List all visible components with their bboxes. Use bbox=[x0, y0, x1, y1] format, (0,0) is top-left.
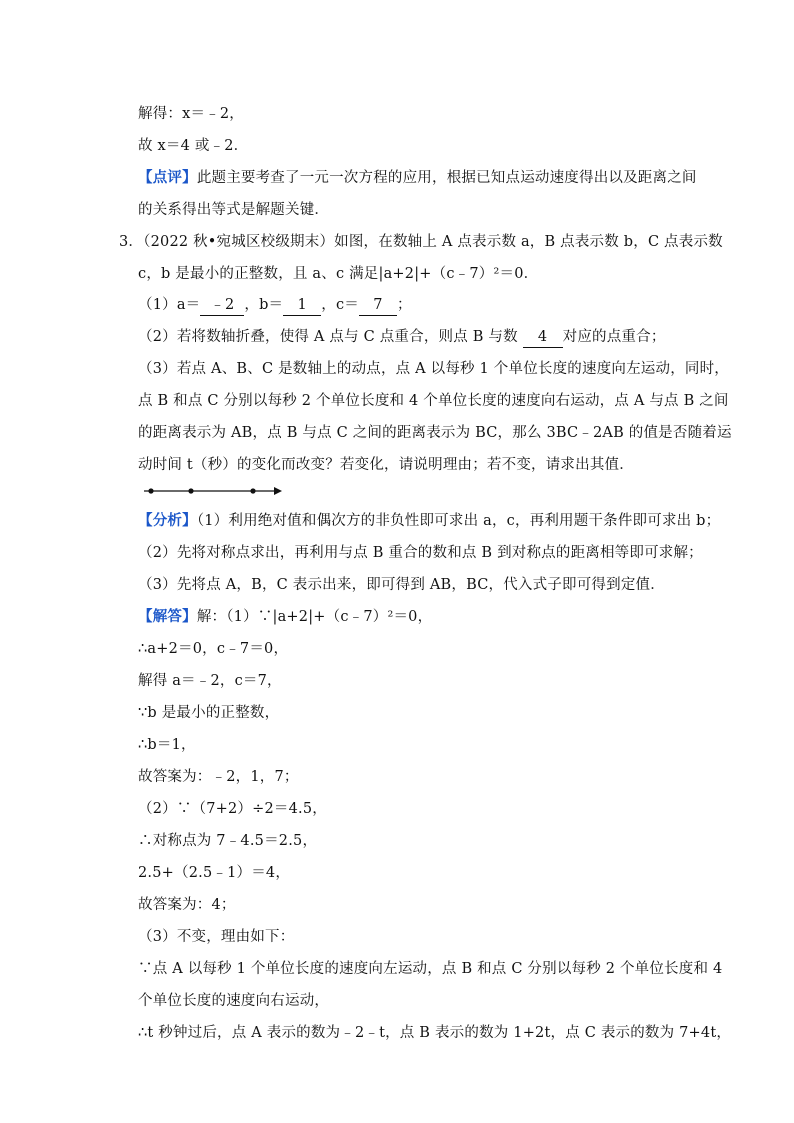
analysis-text: （1）利用绝对值和偶次方的非负性即可求出 a，c，再利用题干条件即可求出 b； bbox=[196, 513, 721, 529]
solution-text: 解：（1）∵|a+2|+（c﹣7）²＝0， bbox=[196, 609, 433, 625]
part-2-text-end: 对应的点重合； bbox=[562, 329, 666, 345]
point-c-dot bbox=[250, 488, 255, 493]
review-paragraph bbox=[138, 168, 697, 188]
solution-text: ∴t 秒钟过后，点 A 表示的数为﹣2﹣t，点 B 表示的数为 1+2t，点 C 表示的数为 7+4t， bbox=[138, 1025, 732, 1041]
answer-blank-c: 7 bbox=[359, 295, 397, 316]
solution-text: ∴对称点为 7﹣4.5＝2.5， bbox=[138, 833, 318, 849]
point-a-dot bbox=[148, 488, 153, 493]
analysis-text: （3）先将点 A，B，C 表示出来，即可得到 AB，BC，代入式子即可得到定值． bbox=[138, 577, 665, 593]
analysis-paragraph bbox=[138, 511, 720, 531]
question-text: （2022 秋•宛城区校级期末）如图，在数轴上 A 点表示数 a，B 点表示数 b，C 点表示数 bbox=[143, 234, 723, 250]
question-part-3: 点 B 和点 C 分别以每秒 2 个单位长度和 4 个单位长度的速度向右运动，点 A 与点 B 之间 bbox=[138, 393, 729, 409]
question-3-header bbox=[119, 232, 723, 252]
review-text: 此题主要考查了一元一次方程的应用，根据已知点运动速度得出以及距离之间 bbox=[196, 170, 697, 186]
answer-blank-a: ﹣2 bbox=[200, 295, 244, 316]
review-tag: 【点评】 bbox=[138, 169, 197, 186]
analysis-tag: 【分析】 bbox=[138, 512, 197, 529]
number-line-arrow bbox=[274, 487, 282, 495]
solution-text: 故答案为：4； bbox=[138, 897, 236, 913]
question-part-2 bbox=[138, 327, 666, 348]
solution-text: 2.5+（2.5﹣1）＝4， bbox=[138, 865, 291, 881]
solution-text: （2）∵（7+2）÷2＝4.5， bbox=[138, 801, 327, 817]
solution-text: ∴b＝1， bbox=[138, 737, 196, 753]
solution-text: ∴a+2＝0，c﹣7＝0， bbox=[138, 641, 289, 657]
part-1-b-label: ，b＝ bbox=[244, 297, 284, 313]
question-text: c，b 是最小的正整数，且 a、c 满足|a+2|+（c﹣7）²＝0． bbox=[138, 266, 539, 282]
solution-paragraph bbox=[138, 607, 432, 627]
solution-text: 个单位长度的速度向右运动， bbox=[138, 993, 330, 1009]
part-1-end: ； bbox=[397, 297, 412, 313]
number-line-figure bbox=[144, 480, 284, 502]
part-2-text: （2）若将数轴折叠，使得 A 点与 C 点重合，则点 B 与数 bbox=[138, 329, 518, 345]
question-part-3: （3）若点 A、B、C 是数轴上的动点，点 A 以每秒 1 个单位长度的速度向左运动，同时， bbox=[138, 361, 729, 377]
solution-text: （3）不变，理由如下： bbox=[138, 929, 295, 945]
question-part-1 bbox=[138, 295, 412, 316]
text-line: 的关系得出等式是解题关键． bbox=[138, 202, 330, 218]
point-b-dot bbox=[188, 488, 193, 493]
solution-tag: 【解答】 bbox=[138, 608, 197, 625]
answer-blank-b: 1 bbox=[283, 295, 321, 316]
solution-text: ∵点 A 以每秒 1 个单位长度的速度向左运动，点 B 和点 C 分别以每秒 2 个单位长度和 4 bbox=[138, 961, 723, 977]
solution-text: 故答案为：﹣2，1，7； bbox=[138, 769, 299, 785]
text-line: 解得：x＝﹣2， bbox=[138, 106, 245, 122]
analysis-text: （2）先将对称点求出，再利用与点 B 重合的数和点 B 到对称点的距离相等即可求解； bbox=[138, 545, 703, 561]
text-line: 故 x＝4 或﹣2． bbox=[138, 138, 249, 154]
part-1-c-label: ，c＝ bbox=[321, 297, 359, 313]
solution-text: ∵b 是最小的正整数， bbox=[138, 705, 280, 721]
question-number: 3． bbox=[119, 234, 144, 250]
part-1-a-label: （1）a＝ bbox=[138, 297, 201, 313]
question-part-3: 的距离表示为 AB，点 B 与点 C 之间的距离表示为 BC，那么 3BC﹣2AB 的值是否随着运 bbox=[138, 425, 732, 441]
solution-text: 解得 a＝﹣2，c＝7， bbox=[138, 673, 282, 689]
question-part-3: 动时间 t（秒）的变化而改变？若变化，请说明理由；若不变，请求出其值． bbox=[138, 457, 634, 473]
answer-blank-fold: 4 bbox=[523, 327, 563, 348]
